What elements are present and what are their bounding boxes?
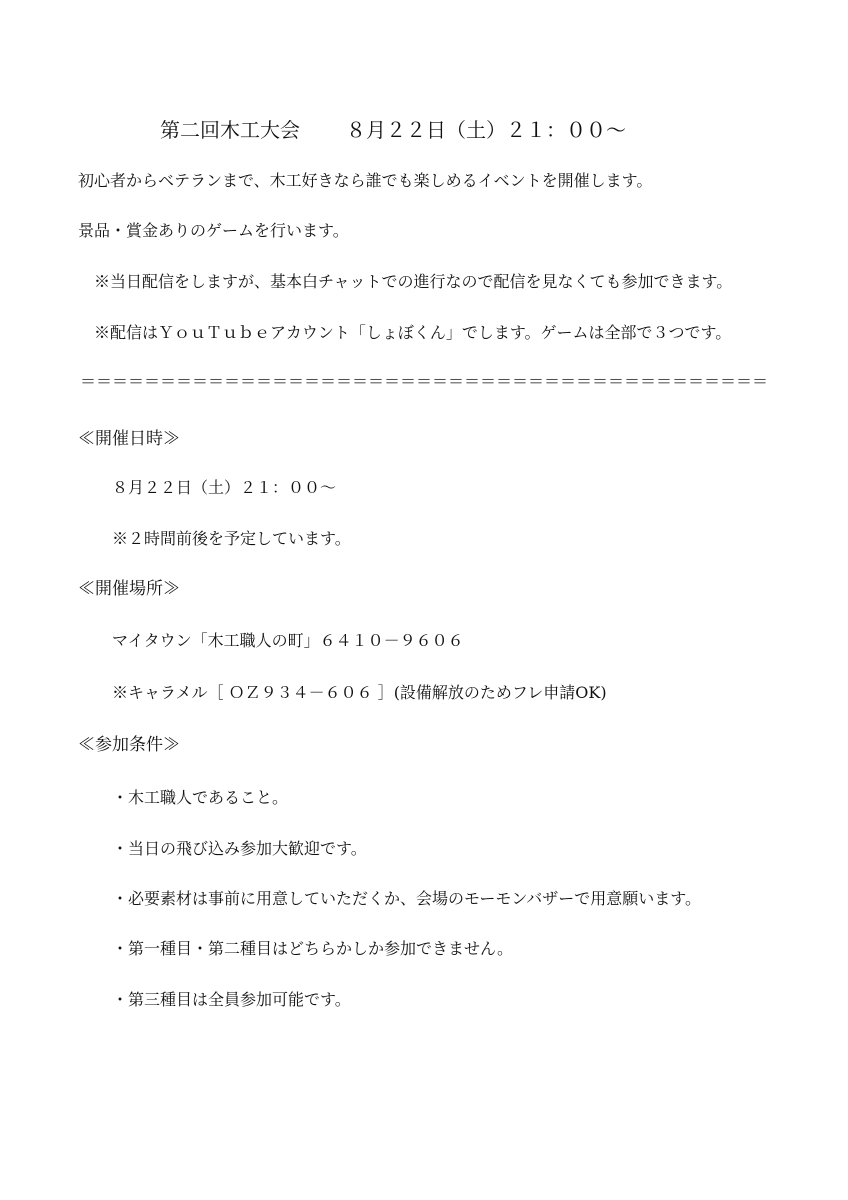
conditions-heading: ≪参加条件≫	[78, 735, 180, 755]
page-title	[160, 116, 626, 144]
schedule-note: ※２時間前後を予定しています。	[112, 529, 351, 548]
divider: ＝＝＝＝＝＝＝＝＝＝＝＝＝＝＝＝＝＝＝＝＝＝＝＝＝＝＝＝＝＝＝＝＝＝＝＝＝＝＝＝＝＝＝	[80, 372, 769, 391]
event-datetime: ８月２２日（土）２１：００～	[346, 118, 626, 142]
condition-item: ・第一種目・第二種目はどちらかしか参加できません。	[112, 939, 513, 958]
event-name: 第二回木工大会	[160, 118, 300, 142]
venue-character: ※キャラメル［ ＯＺ９３４－６０６ ］(設備解放のためフレ申請OK)	[112, 683, 607, 702]
note-youtube: ※配信はＹｏｕＴｕｂｅアカウント「しょぼくん」でします。ゲームは全部で３つです。	[94, 323, 732, 342]
schedule-datetime: ８月２２日（土）２１：００～	[112, 478, 337, 497]
intro-prizes: 景品・賞金ありのゲームを行います。	[78, 221, 349, 240]
schedule-heading: ≪開催日時≫	[78, 429, 180, 449]
condition-item: ・必要素材は事前に用意していただくか、会場のモーモンバザーで用意願います。	[112, 889, 701, 908]
venue-town: マイタウン「木工職人の町」６４１０－９６０６	[112, 631, 464, 650]
note-stream: ※当日配信をしますが、基本白チャットでの進行なので配信を見なくても参加できます。	[94, 272, 733, 291]
condition-item: ・当日の飛び込み参加大歓迎です。	[112, 839, 367, 858]
condition-item: ・第三種目は全員参加可能です。	[112, 990, 351, 1009]
intro-lead: 初心者からベテランまで、木工好きなら誰でも楽しめるイベントを開催します。	[78, 171, 653, 190]
venue-heading: ≪開催場所≫	[78, 579, 180, 599]
condition-item: ・木工職人であること。	[112, 788, 289, 807]
